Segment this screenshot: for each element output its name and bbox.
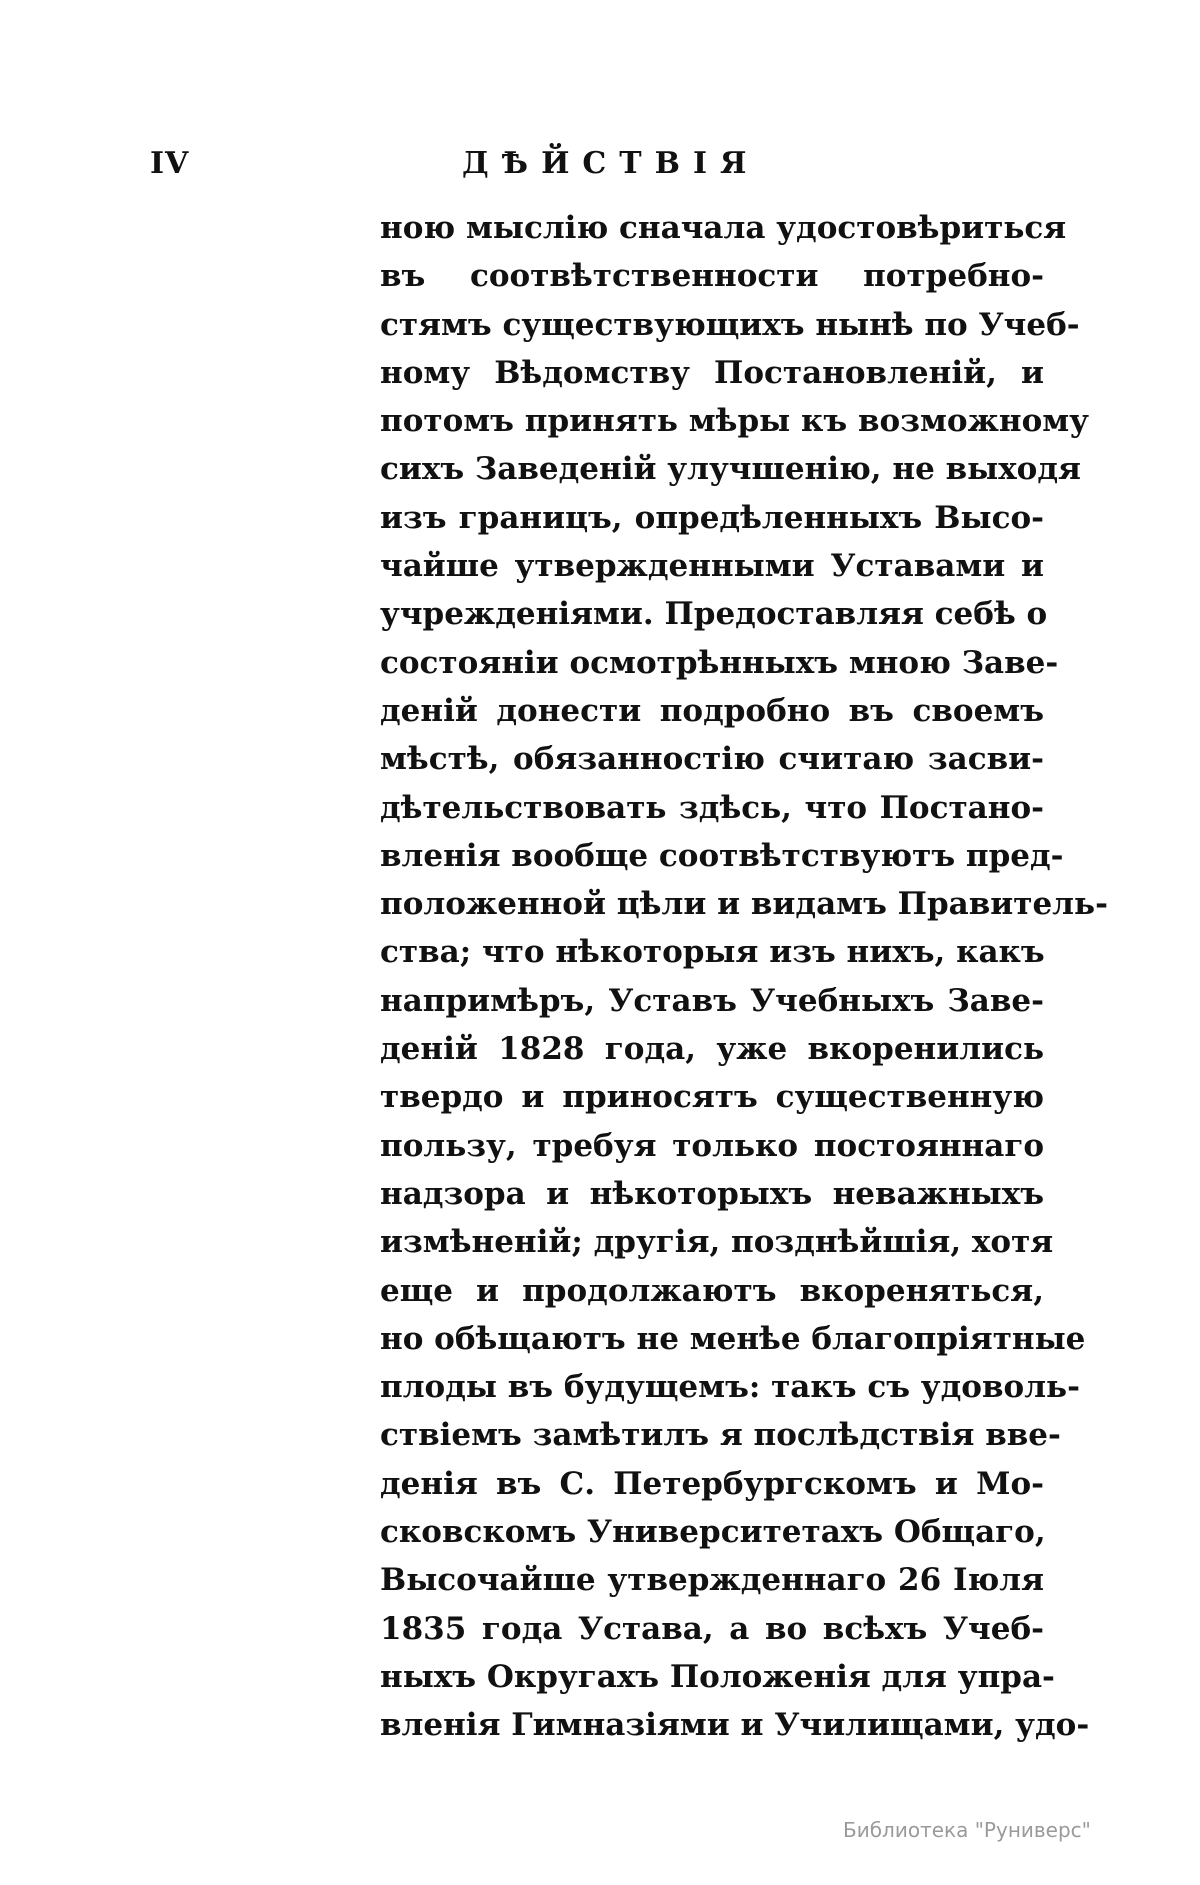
text-line: ному Вѣдомству Постановленій, и — [380, 354, 1044, 391]
text-line: ства; что нѣкоторыя изъ нихъ, какъ — [380, 934, 1045, 971]
text-line: чайше утвержденными Уставами и — [380, 548, 1044, 585]
text-line: денія въ С. Петербургскомъ и Мо- — [380, 1465, 1044, 1502]
text-line: напримѣръ, Уставъ Учебныхъ Заве- — [380, 982, 1044, 1019]
text-line: дѣтельствовать здѣсь, что Постано- — [380, 789, 1044, 826]
text-line: деній 1828 года, уже вкоренились — [380, 1031, 1044, 1068]
text-line: положенной цѣли и видамъ Правитель- — [380, 886, 1108, 923]
text-line: состояніи осмотрѣнныхъ мною Заве- — [380, 644, 1059, 681]
text-line: мѣстѣ, обязанностію считаю засви- — [380, 741, 1044, 778]
text-line: ствіемъ замѣтилъ я послѣдствія вве- — [380, 1417, 1061, 1454]
text-line: въ соотвѣтственности потребно- — [380, 258, 1044, 295]
page-number: IV — [150, 146, 190, 181]
text-line: вленія Гимназіями и Училищами, удо- — [380, 1707, 1090, 1744]
text-line: стямъ существующихъ нынѣ по Учеб- — [380, 306, 1080, 343]
text-line: потомъ принять мѣры къ возможному — [380, 403, 1090, 440]
text-line: изъ границъ, опредѣленныхъ Высо- — [380, 499, 1044, 536]
text-line: ныхъ Округахъ Положенія для упра- — [380, 1658, 1055, 1695]
text-line: еще и продолжаютъ вкореняться, — [380, 1272, 1044, 1309]
text-line: 1835 года Устава, а во всѣхъ Учеб- — [380, 1610, 1044, 1647]
text-line: сихъ Заведеній улучшенію, не выходя — [380, 451, 1081, 488]
text-line: вленія вообще соотвѣтствуютъ пред- — [380, 837, 1064, 874]
text-line: деній донести подробно въ своемъ — [380, 692, 1044, 729]
text-line: Высочайше утвержденнаго 26 Іюля — [380, 1562, 1044, 1599]
text-line: плоды въ будущемъ: такъ съ удоволь- — [380, 1369, 1080, 1406]
text-line: измѣненій; другія, позднѣйшія, хотя — [380, 1224, 1054, 1261]
text-line: сковскомъ Университетахъ Общаго, — [380, 1514, 1046, 1551]
text-line: надзора и нѣкоторыхъ неважныхъ — [380, 1175, 1044, 1212]
text-line: ною мыслію сначала удостовѣриться — [380, 210, 1067, 246]
running-header: ДѢЙСТВІЯ — [462, 146, 760, 181]
text-line: твердо и приносятъ существенную — [380, 1079, 1044, 1116]
text-line: пользу, требуя только постояннаго — [380, 1127, 1044, 1164]
text-line: но обѣщаютъ не менѣе благопріятные — [380, 1320, 1086, 1357]
body-text — [380, 204, 1108, 1750]
library-watermark: Библиотека "Руниверс" — [843, 1818, 1091, 1842]
text-line: учрежденіями. Предоставляя себѣ о — [380, 596, 1048, 633]
